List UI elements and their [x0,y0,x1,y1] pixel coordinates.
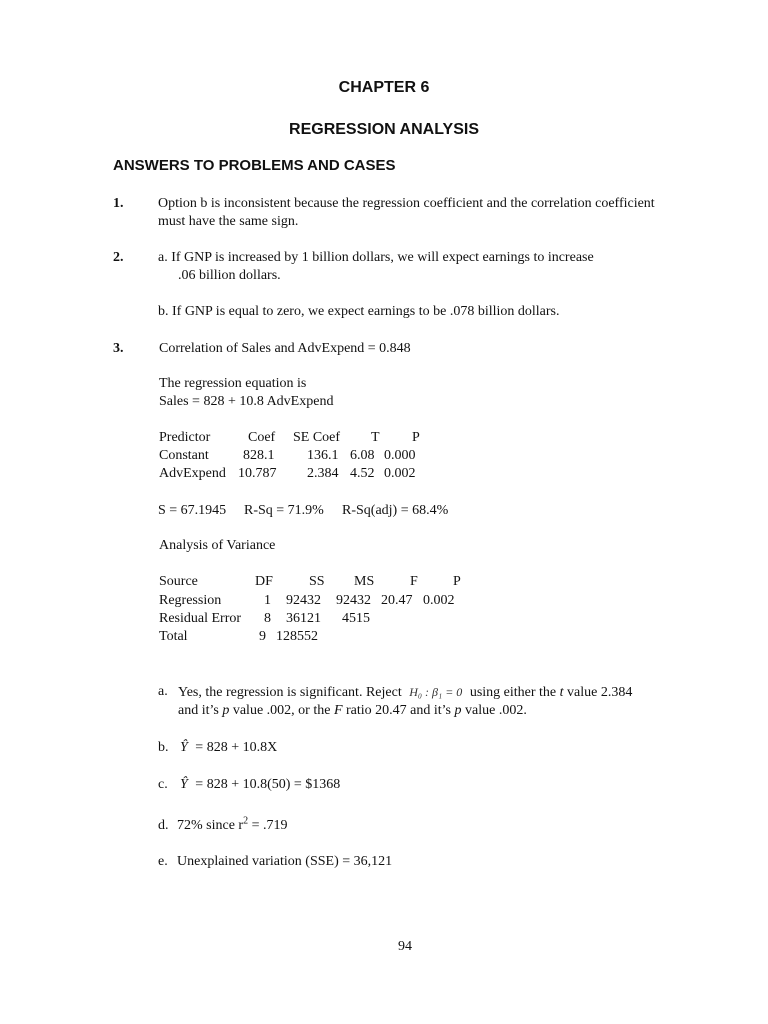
anova-cell: 0.002 [423,593,455,608]
part-b-label: b. [158,740,169,755]
part-a-line2-part3: ratio 20.47 and it’s [346,703,451,718]
anova-header-df: DF [255,574,273,589]
fit-rsq-adj: R-Sq(adj) = 68.4% [342,503,449,518]
fit-s-value: S = 67.1945 [158,503,227,518]
problem-2b-line: b. If GNP is equal to zero, we expect earnings to be .078 billion dollars. [158,304,560,319]
part-d-text-after: = .719 [248,818,288,833]
p-letter-2: p [454,703,462,718]
chapter-title: REGRESSION ANALYSIS [289,121,479,138]
part-a-label: a. [158,684,168,699]
coef-cell: 0.002 [384,466,416,481]
coef-header-p: P [412,430,420,445]
anova-cell: 92432 [286,593,321,608]
coef-cell: 2.384 [307,466,339,481]
y-hat-symbol: Ŷ [180,777,188,792]
coef-cell: 10.787 [238,466,277,481]
part-a-line2-part4: value .002. [465,703,527,718]
part-a-text3: value 2.384 [567,685,633,700]
coef-header-t: T [371,430,380,445]
chapter-heading: CHAPTER 6 [338,79,430,96]
problem-1-number: 1. [113,196,124,211]
anova-cell: Residual Error [159,611,242,626]
anova-cell: 36121 [286,611,321,626]
part-c-label: c. [158,777,168,792]
anova-cell: 4515 [342,611,370,626]
part-c-text: = 828 + 10.8(50) = $1368 [195,777,341,792]
fit-rsq: R-Sq = 71.9% [244,503,324,518]
anova-header-f: F [410,574,418,589]
anova-cell: 128552 [276,629,318,644]
problem-2a-line1: a. If GNP is increased by 1 billion dollars, we will expect earnings to increase [158,250,594,265]
coef-cell: 4.52 [350,466,375,481]
coef-cell: 0.000 [384,448,416,463]
regression-equation: Sales = 828 + 10.8 AdvExpend [159,394,334,409]
part-a-text2: using either the [469,685,557,700]
anova-cell: 9 [259,629,266,644]
coef-cell: 136.1 [307,448,339,463]
part-a-line2 [178,702,527,720]
regression-equation-intro: The regression equation is [159,376,307,391]
problem-1-text-line1: Option b is inconsistent because the regression coefficient and the correlation coefficient [158,196,655,211]
problem-2-number: 2. [113,250,124,265]
part-a-line1 [178,683,632,702]
f-letter: F [333,703,343,718]
h0-formula: H₀ : β₁ = 0 [409,685,463,699]
part-d-label: d. [158,818,169,833]
part-d-line [177,817,288,835]
anova-cell: Regression [159,593,222,608]
anova-title: Analysis of Variance [159,538,276,553]
p-letter: p [222,703,230,718]
anova-header-ss: SS [309,574,325,589]
anova-header-source: Source [159,574,198,589]
coef-header-predictor: Predictor [159,430,211,445]
part-d-text-before: 72% since r [177,818,244,833]
part-b-text: = 828 + 10.8X [195,740,278,755]
part-a-line2-part2: value .002, or the [232,703,331,718]
anova-cell: 8 [264,611,271,626]
part-b-line [180,739,277,757]
anova-header-ms: MS [354,574,375,589]
anova-header-p: P [453,574,461,589]
anova-cell: Total [159,629,188,644]
part-e-text: Unexplained variation (SSE) = 36,121 [177,854,393,869]
problem-3-number: 3. [113,341,124,356]
problem-3-correlation: Correlation of Sales and AdvExpend = 0.848 [159,341,411,356]
problem-2a-line2: .06 billion dollars. [178,268,281,283]
anova-cell: 1 [264,593,271,608]
coef-cell: AdvExpend [159,466,226,481]
section-heading: ANSWERS TO PROBLEMS AND CASES [113,157,396,174]
anova-cell: 20.47 [381,593,413,608]
y-hat-symbol: Ŷ [180,740,188,755]
part-a-text1: Yes, the regression is significant. Reject [178,685,402,700]
r-squared-exponent: 2 [243,815,249,827]
coef-cell: 6.08 [350,448,375,463]
page-number: 94 [398,939,412,954]
part-e-label: e. [158,854,168,869]
coef-cell: Constant [159,448,209,463]
coef-header-coef: Coef [248,430,276,445]
anova-cell: 92432 [336,593,371,608]
part-c-line [180,776,340,794]
part-a-line2-part1: and it’s [178,703,219,718]
t-letter: t [559,685,564,700]
problem-1-text-line2: must have the same sign. [158,214,299,229]
coef-cell: 828.1 [243,448,275,463]
coef-header-se-coef: SE Coef [293,430,341,445]
